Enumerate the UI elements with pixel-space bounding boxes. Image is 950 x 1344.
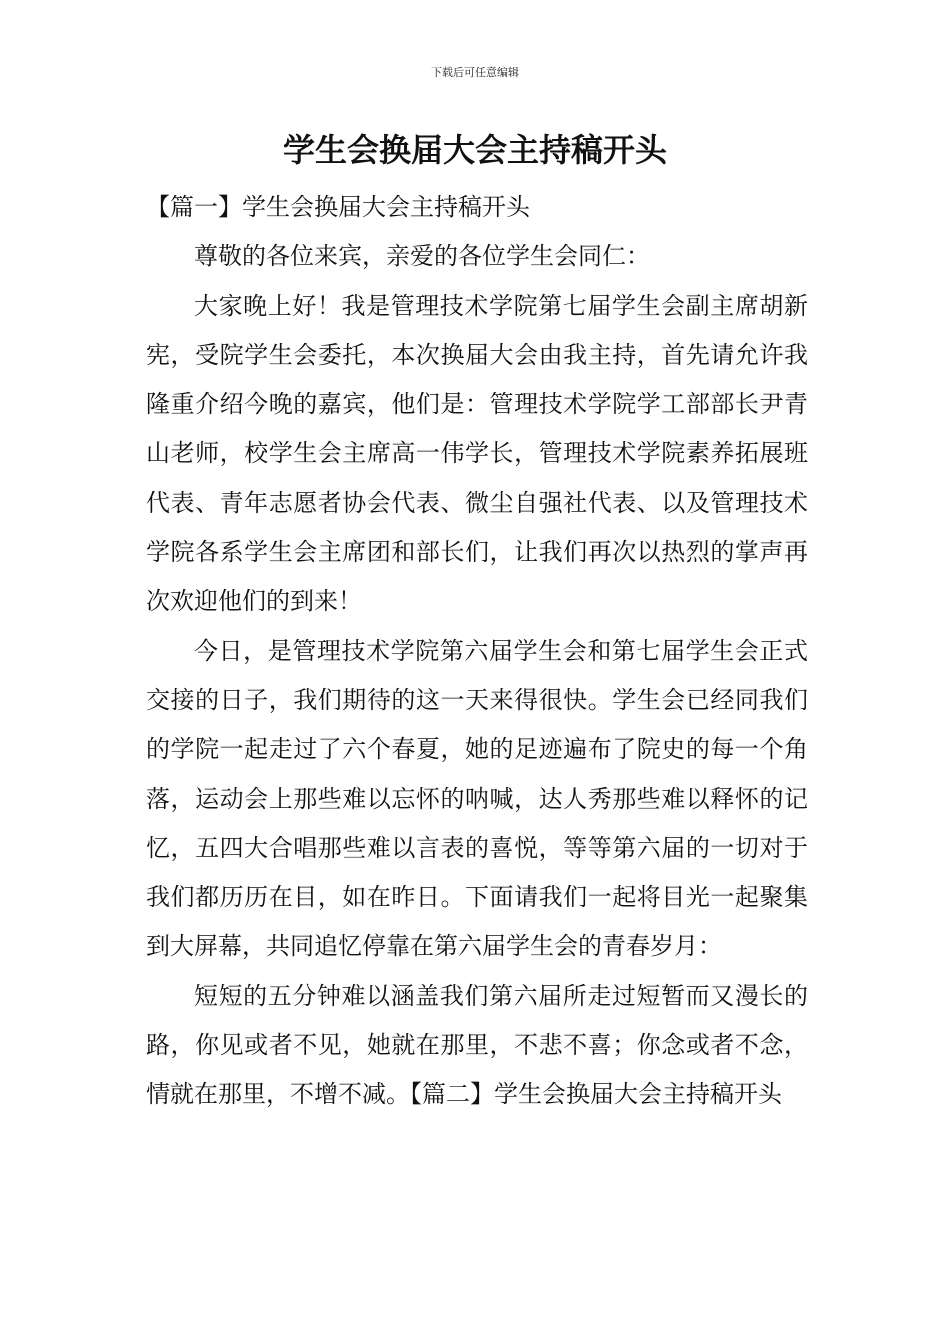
paragraph-salutation: 尊敬的各位来宾，亲爱的各位学生会同仁： xyxy=(194,242,650,271)
document-body xyxy=(146,183,808,1120)
paragraph-closing: 短短的五分钟难以涵盖我们第六届所走过短暂而又漫长的路，你见或者不见，她就在那里，不悲不喜；你念或者不念，情就在那里，不增不减。【篇二】学生会换届大会主持稿开头 xyxy=(146,981,808,1109)
paragraph-handover: 今日，是管理技术学院第六届学生会和第七届学生会正式交接的日子，我们期待的这一天来得很快。学生会已经同我们的学院一起走过了六个春夏，她的足迹遍布了院史的每一个角落，运动会上那些难以忘怀的呐喊，达人秀那些难以释怀的记忆，五四大合唱那些难以言表的喜悦，等等第六届的一切对于我们都历历在目，如在昨日。下面请我们一起将目光一起聚集到大屏幕，共同追忆停靠在第六届学生会的青春岁月： xyxy=(146,636,808,961)
document-title: 学生会换届大会主持稿开头 xyxy=(282,131,667,169)
header-note: 下载后可任意编辑 xyxy=(431,66,519,79)
paragraph-introduction: 大家晚上好！我是管理技术学院第七届学生会副主席胡新宪，受院学生会委托，本次换届大会由我主持，首先请允许我隆重介绍今晚的嘉宾，他们是：管理技术学院学工部部长尹青山老师，校学生会主席高一伟学长，管理技术学院素养拓展班代表、青年志愿者协会代表、微尘自强社代表、以及管理技术学院各系学生会主席团和部长们，让我们再次以热烈的掌声再次欢迎他们的到来！ xyxy=(146,291,808,616)
section-heading: 【篇一】学生会换届大会主持稿开头 xyxy=(146,193,530,221)
